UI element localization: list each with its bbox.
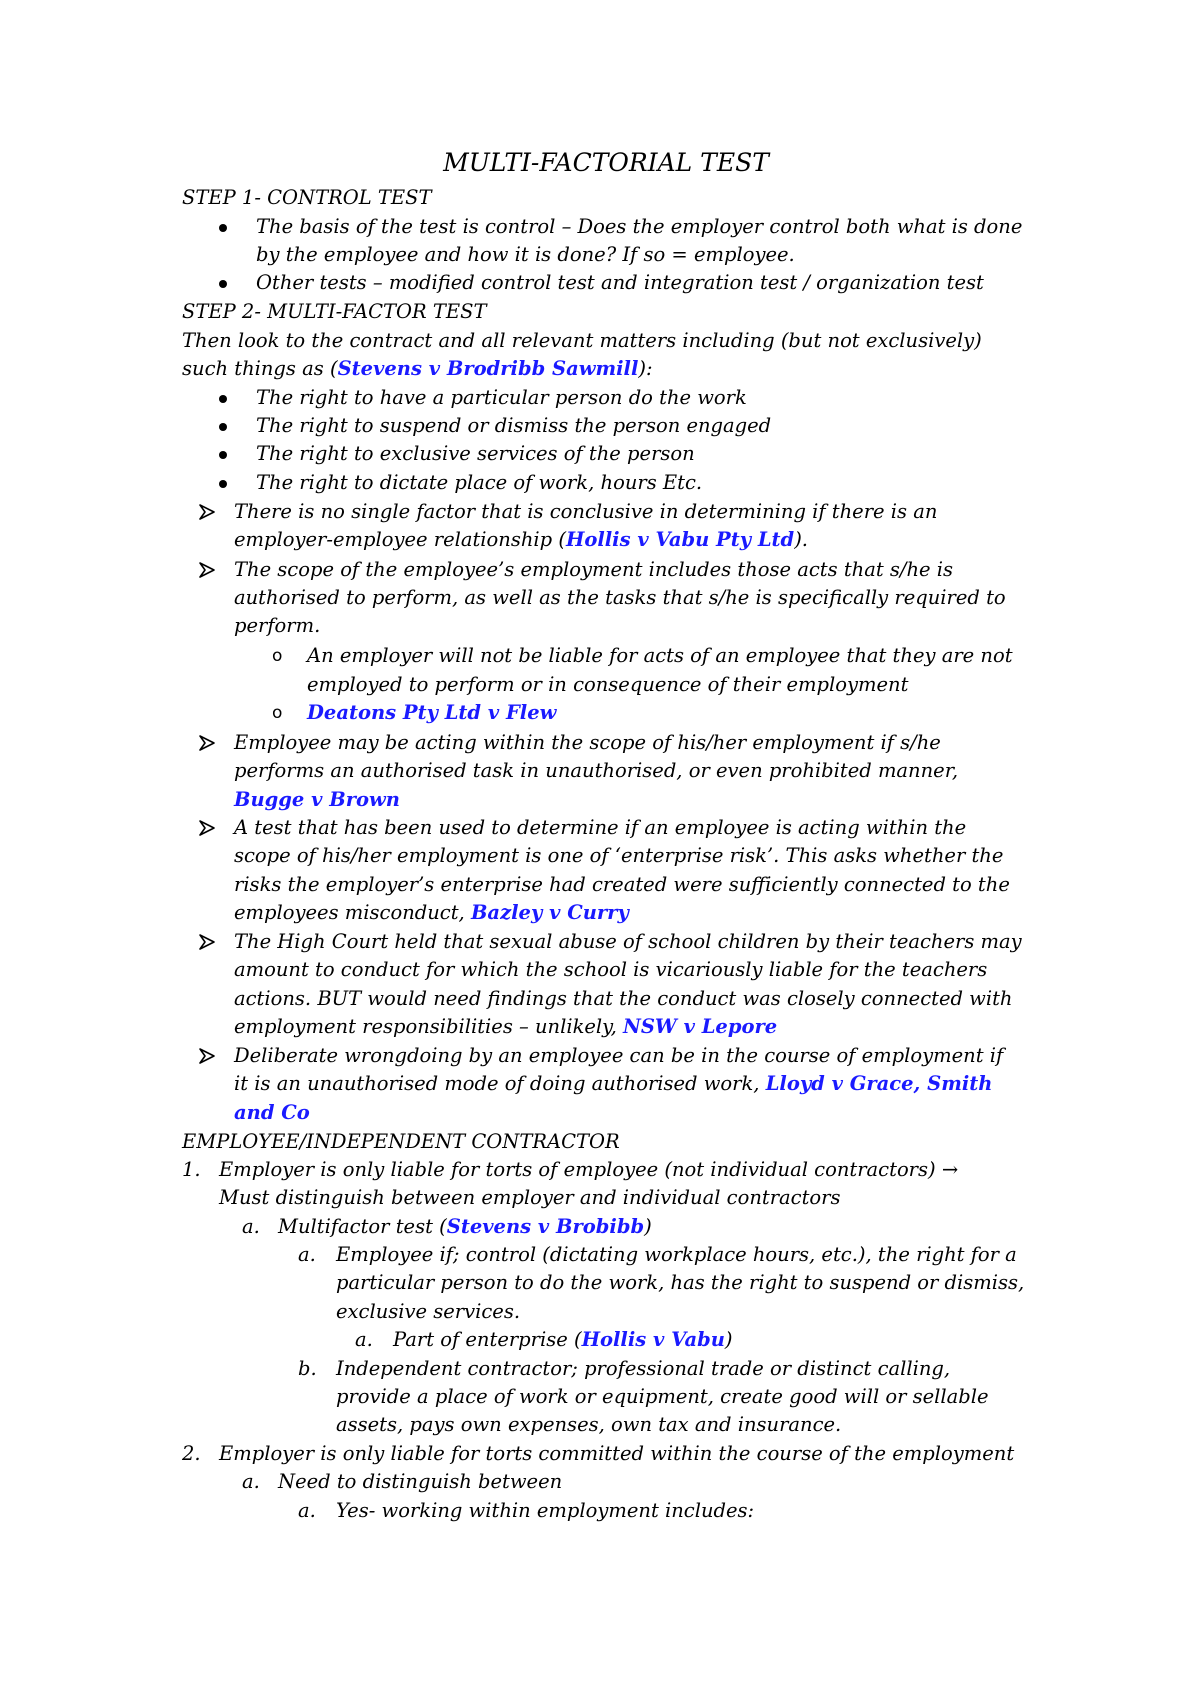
page-title: MULTI-FACTORIAL TEST bbox=[443, 148, 769, 177]
arrow2-sub1-line2: employed to perform or in consequence of their employment bbox=[307, 673, 909, 696]
item1ab-line2: provide a place of work or equipment, create good will or sellable bbox=[336, 1385, 989, 1408]
step2-intro-line2 bbox=[182, 356, 653, 382]
bullet-dot-icon bbox=[219, 480, 227, 488]
arrow-bullet-icon bbox=[197, 502, 217, 522]
item2a-line: Need to distinguish between bbox=[278, 1470, 563, 1493]
bullet-dot-icon bbox=[219, 451, 227, 459]
arrow5-line4 bbox=[234, 1014, 777, 1040]
step1-bullet1-line1: The basis of the test is control – Does the employer control both what is done bbox=[256, 215, 1023, 238]
case-citation: Hollis v Vabu Pty Ltd bbox=[565, 528, 795, 551]
case-citation: Stevens v Brodribb Sawmill bbox=[337, 357, 639, 380]
step2-intro-line1: Then look to the contract and all relevant matters including (but not exclusively) bbox=[182, 329, 982, 352]
arrow6-line2 bbox=[234, 1071, 992, 1097]
item1aaa-text: Part of enterprise ( bbox=[393, 1328, 582, 1351]
arrow-bullet-icon bbox=[197, 818, 217, 838]
list-letter: a. bbox=[242, 1215, 260, 1238]
intro-text: such things as ( bbox=[182, 357, 338, 380]
list-letter: a. bbox=[298, 1243, 316, 1266]
arrow4-line1: A test that has been used to determine if an employee is acting within the bbox=[234, 816, 967, 839]
list-number: 1. bbox=[182, 1158, 201, 1181]
list-number: 2. bbox=[182, 1442, 201, 1465]
list-letter: b. bbox=[298, 1357, 317, 1380]
step1-heading: STEP 1- CONTROL TEST bbox=[182, 186, 432, 209]
item1ab-line3: assets, pays own expenses, own tax and insurance. bbox=[336, 1413, 842, 1436]
item1a-line bbox=[278, 1214, 652, 1240]
arrow-bullet-icon bbox=[197, 932, 217, 952]
item1ab-line1: Independent contractor; professional trade or distinct calling, bbox=[336, 1357, 951, 1380]
case-citation: Stevens v Brobibb bbox=[446, 1215, 645, 1238]
arrow1-text: employer-employee relationship ( bbox=[234, 528, 566, 551]
arrow2-line1: The scope of the employee’s employment includes those acts that s/he is bbox=[234, 558, 953, 581]
item1aa-line2: particular person to do the work, has the right to suspend or dismiss, bbox=[336, 1271, 1025, 1294]
item1-line1: Employer is only liable for torts of employee (not individual contractors) → bbox=[219, 1158, 959, 1181]
bullet-dot-icon bbox=[219, 423, 227, 431]
arrow5-text: employment responsibilities – unlikely, bbox=[234, 1015, 623, 1038]
arrow-bullet-icon bbox=[197, 1046, 217, 1066]
item1aa-line1: Employee if; control (dictating workplace hours, etc.), the right for a bbox=[336, 1243, 1017, 1266]
case-citation: and Co bbox=[234, 1101, 310, 1124]
list-letter: a. bbox=[242, 1470, 260, 1493]
list-letter: a. bbox=[355, 1328, 373, 1351]
arrow4-line4 bbox=[234, 900, 629, 926]
step1-bullet2: Other tests – modified control test and integration test / organization test bbox=[256, 271, 984, 294]
case-citation: Bugge v Brown bbox=[234, 788, 400, 811]
arrow-bullet-icon bbox=[197, 733, 217, 753]
arrow5-line1: The High Court held that sexual abuse of school children by their teachers may bbox=[234, 930, 1022, 953]
list-letter: a. bbox=[298, 1499, 316, 1522]
arrow1-line1: There is no single factor that is conclusive in determining if there is an bbox=[234, 500, 938, 523]
step1-bullet1-line2: by the employee and how it is done? If so = employee. bbox=[256, 243, 795, 266]
case-citation: Hollis v Vabu bbox=[581, 1328, 725, 1351]
arrow2-line2: authorised to perform, as well as the tasks that s/he is specifically required to bbox=[234, 586, 1006, 609]
arrow6-text: it is an unauthorised mode of doing authorised work, bbox=[234, 1072, 766, 1095]
case-citation: Lloyd v Grace, Smith bbox=[765, 1072, 993, 1095]
item2aa-line: Yes- working within employment includes: bbox=[336, 1499, 755, 1522]
intro-text-end: ): bbox=[638, 357, 653, 380]
item1aaa-close: ) bbox=[724, 1328, 733, 1351]
circle-bullet-icon: o bbox=[272, 646, 283, 666]
arrow3-line1: Employee may be acting within the scope of his/her employment if s/he bbox=[234, 731, 941, 754]
arrow2-line3: perform. bbox=[234, 614, 321, 637]
bullet-dot-icon bbox=[219, 395, 227, 403]
item1aaa-line bbox=[393, 1327, 733, 1353]
bullet-dot-icon bbox=[219, 280, 227, 288]
arrow-bullet-icon bbox=[197, 560, 217, 580]
step2-bullet: The right to suspend or dismiss the person engaged bbox=[256, 414, 772, 437]
arrow4-line2: scope of his/her employment is one of ‘enterprise risk’. This asks whether the bbox=[234, 844, 1004, 867]
step2-bullet: The right to have a particular person do the work bbox=[256, 386, 747, 409]
item1aa-line3: exclusive services. bbox=[336, 1300, 521, 1323]
arrow4-text: employees misconduct, bbox=[234, 901, 471, 924]
arrow1-line2 bbox=[234, 527, 808, 553]
step2-bullet: The right to dictate place of work, hours Etc. bbox=[256, 471, 703, 494]
item1a-close: ) bbox=[644, 1215, 652, 1238]
arrow6-line1: Deliberate wrongdoing by an employee can be in the course of employment if bbox=[234, 1044, 1004, 1067]
circle-bullet-icon: o bbox=[272, 703, 283, 723]
section2-heading: EMPLOYEE/INDEPENDENT CONTRACTOR bbox=[182, 1130, 620, 1153]
step2-bullet: The right to exclusive services of the person bbox=[256, 442, 695, 465]
case-citation: Deatons Pty Ltd v Flew bbox=[307, 701, 557, 724]
arrow3-line2: performs an authorised task in unauthorised, or even prohibited manner, bbox=[234, 759, 959, 782]
arrow5-line3: actions. BUT would need findings that the conduct was closely connected with bbox=[234, 987, 1013, 1010]
arrow1-text-end: ). bbox=[794, 528, 809, 551]
item2-line1: Employer is only liable for torts committed within the course of the employment bbox=[219, 1442, 1015, 1465]
arrow4-line3: risks the employer’s enterprise had created were sufficiently connected to the bbox=[234, 873, 1010, 896]
case-citation: NSW v Lepore bbox=[623, 1015, 778, 1038]
arrow2-sub1-line1: An employer will not be liable for acts of an employee that they are not bbox=[307, 644, 1013, 667]
item1-line2: Must distinguish between employer and individual contractors bbox=[219, 1186, 841, 1209]
bullet-dot-icon bbox=[219, 224, 227, 232]
case-citation: Bazley v Curry bbox=[470, 901, 629, 924]
arrow5-line2: amount to conduct for which the school is vicariously liable for the teachers bbox=[234, 958, 988, 981]
step2-heading: STEP 2- MULTI-FACTOR TEST bbox=[182, 300, 487, 323]
item1a-text: Multifactor test ( bbox=[278, 1215, 447, 1238]
